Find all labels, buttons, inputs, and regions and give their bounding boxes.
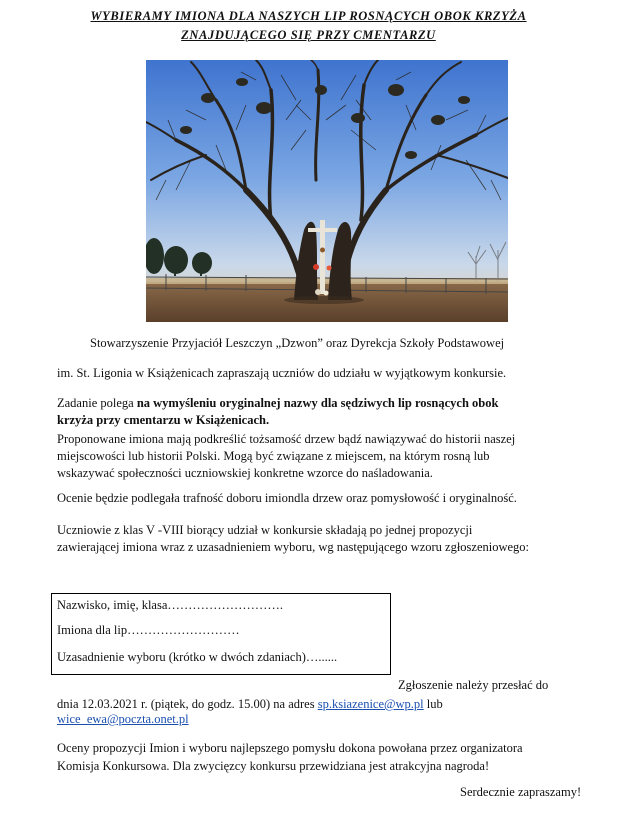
submission-or: lub — [423, 697, 443, 711]
submission-line2 — [57, 697, 443, 712]
task-bold-part2: krzyża przy cmentarzu w Książenicach. — [57, 413, 270, 427]
task-body1: Proponowane imiona mają podkreślić tożsamość drzew bądź nawiązywać do historii naszej — [57, 432, 516, 446]
submission-deadline: dnia 12.03.2021 r. (piątek, do godz. 15.00) na adres — [57, 697, 318, 711]
task-bold-part1: na wymyśleniu oryginalnej nazwy dla sędziwych lip rosnących obok — [136, 396, 499, 410]
form-field-justification: Uzasadnienie wyboru (krótko w dwóch zdaniach)…...... — [57, 650, 338, 664]
evaluation-line2: Komisja Konkursowa. Dla zwycięzcy konkursu przewidziana jest atrakcyjna nagroda! — [57, 759, 490, 773]
submission-line3 — [57, 712, 189, 727]
task-body3: wskazywać społeczności uczniowskiej konkretne wzorce do naśladowania. — [57, 466, 433, 480]
participants-line2: zawierającej imiona wraz z uzasadnieniem wyboru, wg następującego wzoru zgłoszeniowego: — [57, 540, 530, 554]
intro-line1: Stowarzyszenie Przyjaciół Leszczyn „Dzwon” oraz Dyrekcja Szkoły Podstawowej — [90, 336, 505, 350]
intro-line2: im. St. Ligonia w Książenicach zapraszają uczniów do udziału w wyjątkowym konkursie. — [57, 366, 507, 380]
email-link-school[interactable]: sp.ksiazenice@wp.pl — [317, 697, 424, 711]
task-body4: Ocenie będzie podlegała trafność doboru imiondla drzew oraz pomysłowość i oryginalność. — [57, 491, 517, 505]
closing-text: Serdecznie zapraszamy! — [460, 785, 582, 799]
participants-line1: Uczniowie z klas V -VIII biorący udział w konkursie składają po jednej propozycji — [57, 523, 473, 537]
submission-line1: Zgłoszenie należy przesłać do — [398, 678, 549, 692]
email-link-ewa[interactable]: wice_ewa@poczta.onet.pl — [57, 712, 189, 726]
form-field-tree-names: Imiona dla lip……………………… — [57, 623, 240, 637]
form-field-name: Nazwisko, imię, klasa………………………. — [57, 598, 284, 612]
evaluation-line1: Oceny propozycji Imion i wyboru najlepszego pomysłu dokona powołana przez organizatora — [57, 741, 523, 755]
task-line1 — [57, 396, 498, 411]
application-form-box — [51, 593, 391, 675]
tree-photo — [146, 60, 508, 322]
page-title-line2: ZNAJDUJĄCEGO SIĘ PRZY CMENTARZU — [181, 28, 436, 42]
task-body2: miejscowości lub historii Polski. Mogą być związane z miejscem, na którym rosną lub — [57, 449, 490, 463]
task-prefix: Zadanie polega — [57, 396, 137, 410]
page-title-line1: WYBIERAMY IMIONA DLA NASZYCH LIP ROSNĄCYCH OBOK KRZYŻA — [90, 9, 527, 23]
